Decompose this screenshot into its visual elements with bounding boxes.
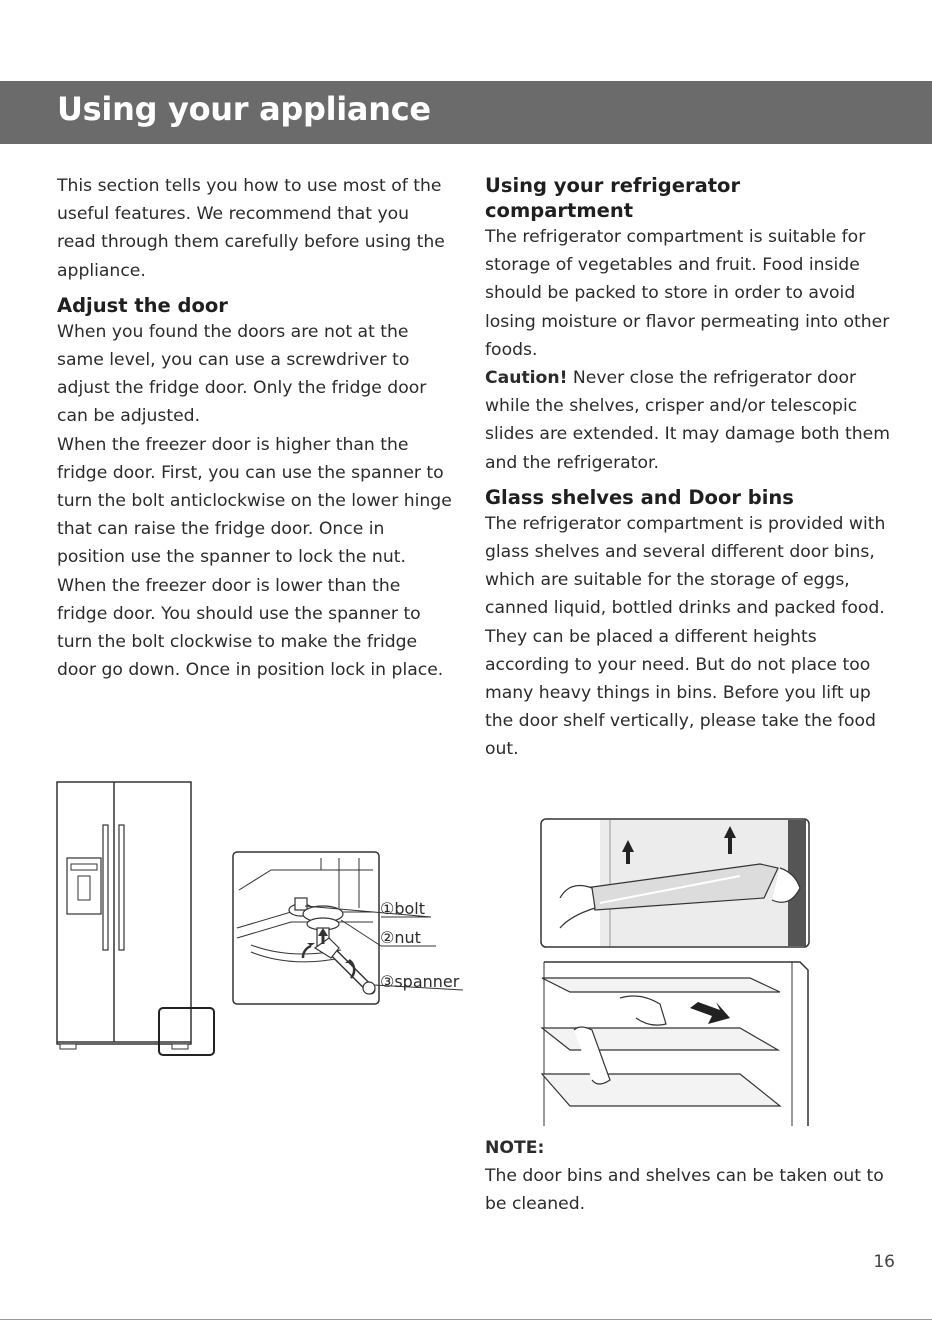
footer-divider <box>0 1319 932 1320</box>
adjust-door-paragraph-1: When you found the doors are not at the same level, you can use a screwdriver to adjust the fridge door. Only the fridge door can be adjusted. <box>57 321 427 427</box>
caution-paragraph <box>485 364 895 477</box>
caution-label: Caution! <box>485 368 568 389</box>
note-block <box>485 1134 895 1218</box>
door-bin-lift-illustration <box>540 818 812 950</box>
adjust-door-heading: Adjust the door <box>57 293 228 317</box>
callout-bolt: ①bolt <box>380 899 426 918</box>
right-column <box>485 173 895 764</box>
page-number: 16 <box>873 1252 895 1272</box>
caution-text: Never close the refrigerator door while the shelves, crisper and/or telescopic slides are extended. It may damage both them and the refrigerator. <box>485 368 890 473</box>
glass-shelves-heading: Glass shelves and Door bins <box>485 485 794 509</box>
intro-paragraph: This section tells you how to use most of the useful features. We recommend that you read through them carefully before using the appliance. <box>57 176 445 281</box>
fridge-compartment-paragraph: The refrigerator compartment is suitable for storage of vegetables and fruit. Food inside should be packed to store in order to avoid losing moisture or flavor permeating into other foods. <box>485 227 890 360</box>
note-text: The door bins and shelves can be taken out to be cleaned. <box>485 1166 884 1215</box>
note-label: NOTE: <box>485 1138 545 1158</box>
fridge-compartment-heading: Using your refrigerator compartment <box>485 174 741 222</box>
fridge-illustration <box>55 780 220 1060</box>
left-column <box>57 172 452 684</box>
glass-shelf-removal-illustration <box>540 958 812 1128</box>
adjust-door-paragraph-2: When the freezer door is higher than the fridge door. First, you can use the spanner to turn the bolt anticlockwise on the lower hinge that can raise the fridge door. Once in position use the spanner to lock the nut. When the freezer door is lower than the fridge door. You should use the spanner to turn the bolt clockwise to make the fridge door go down. Once in position lock in place. <box>57 434 452 681</box>
callout-spanner: ③spanner <box>380 972 460 991</box>
section-banner <box>0 81 932 144</box>
callout-nut: ②nut <box>380 928 421 947</box>
page-title: Using your appliance <box>57 90 431 128</box>
glass-shelves-paragraph: The refrigerator compartment is provided with glass shelves and several different door bins, which are suitable for the storage of eggs, canned liquid, bottled drinks and packed food. They can be placed a different heights according to your need. But do not place too many heavy things in bins. Before you lift up the door shelf vertically, please take the food out. <box>485 513 886 760</box>
hinge-adjustment-illustration <box>231 850 471 1010</box>
